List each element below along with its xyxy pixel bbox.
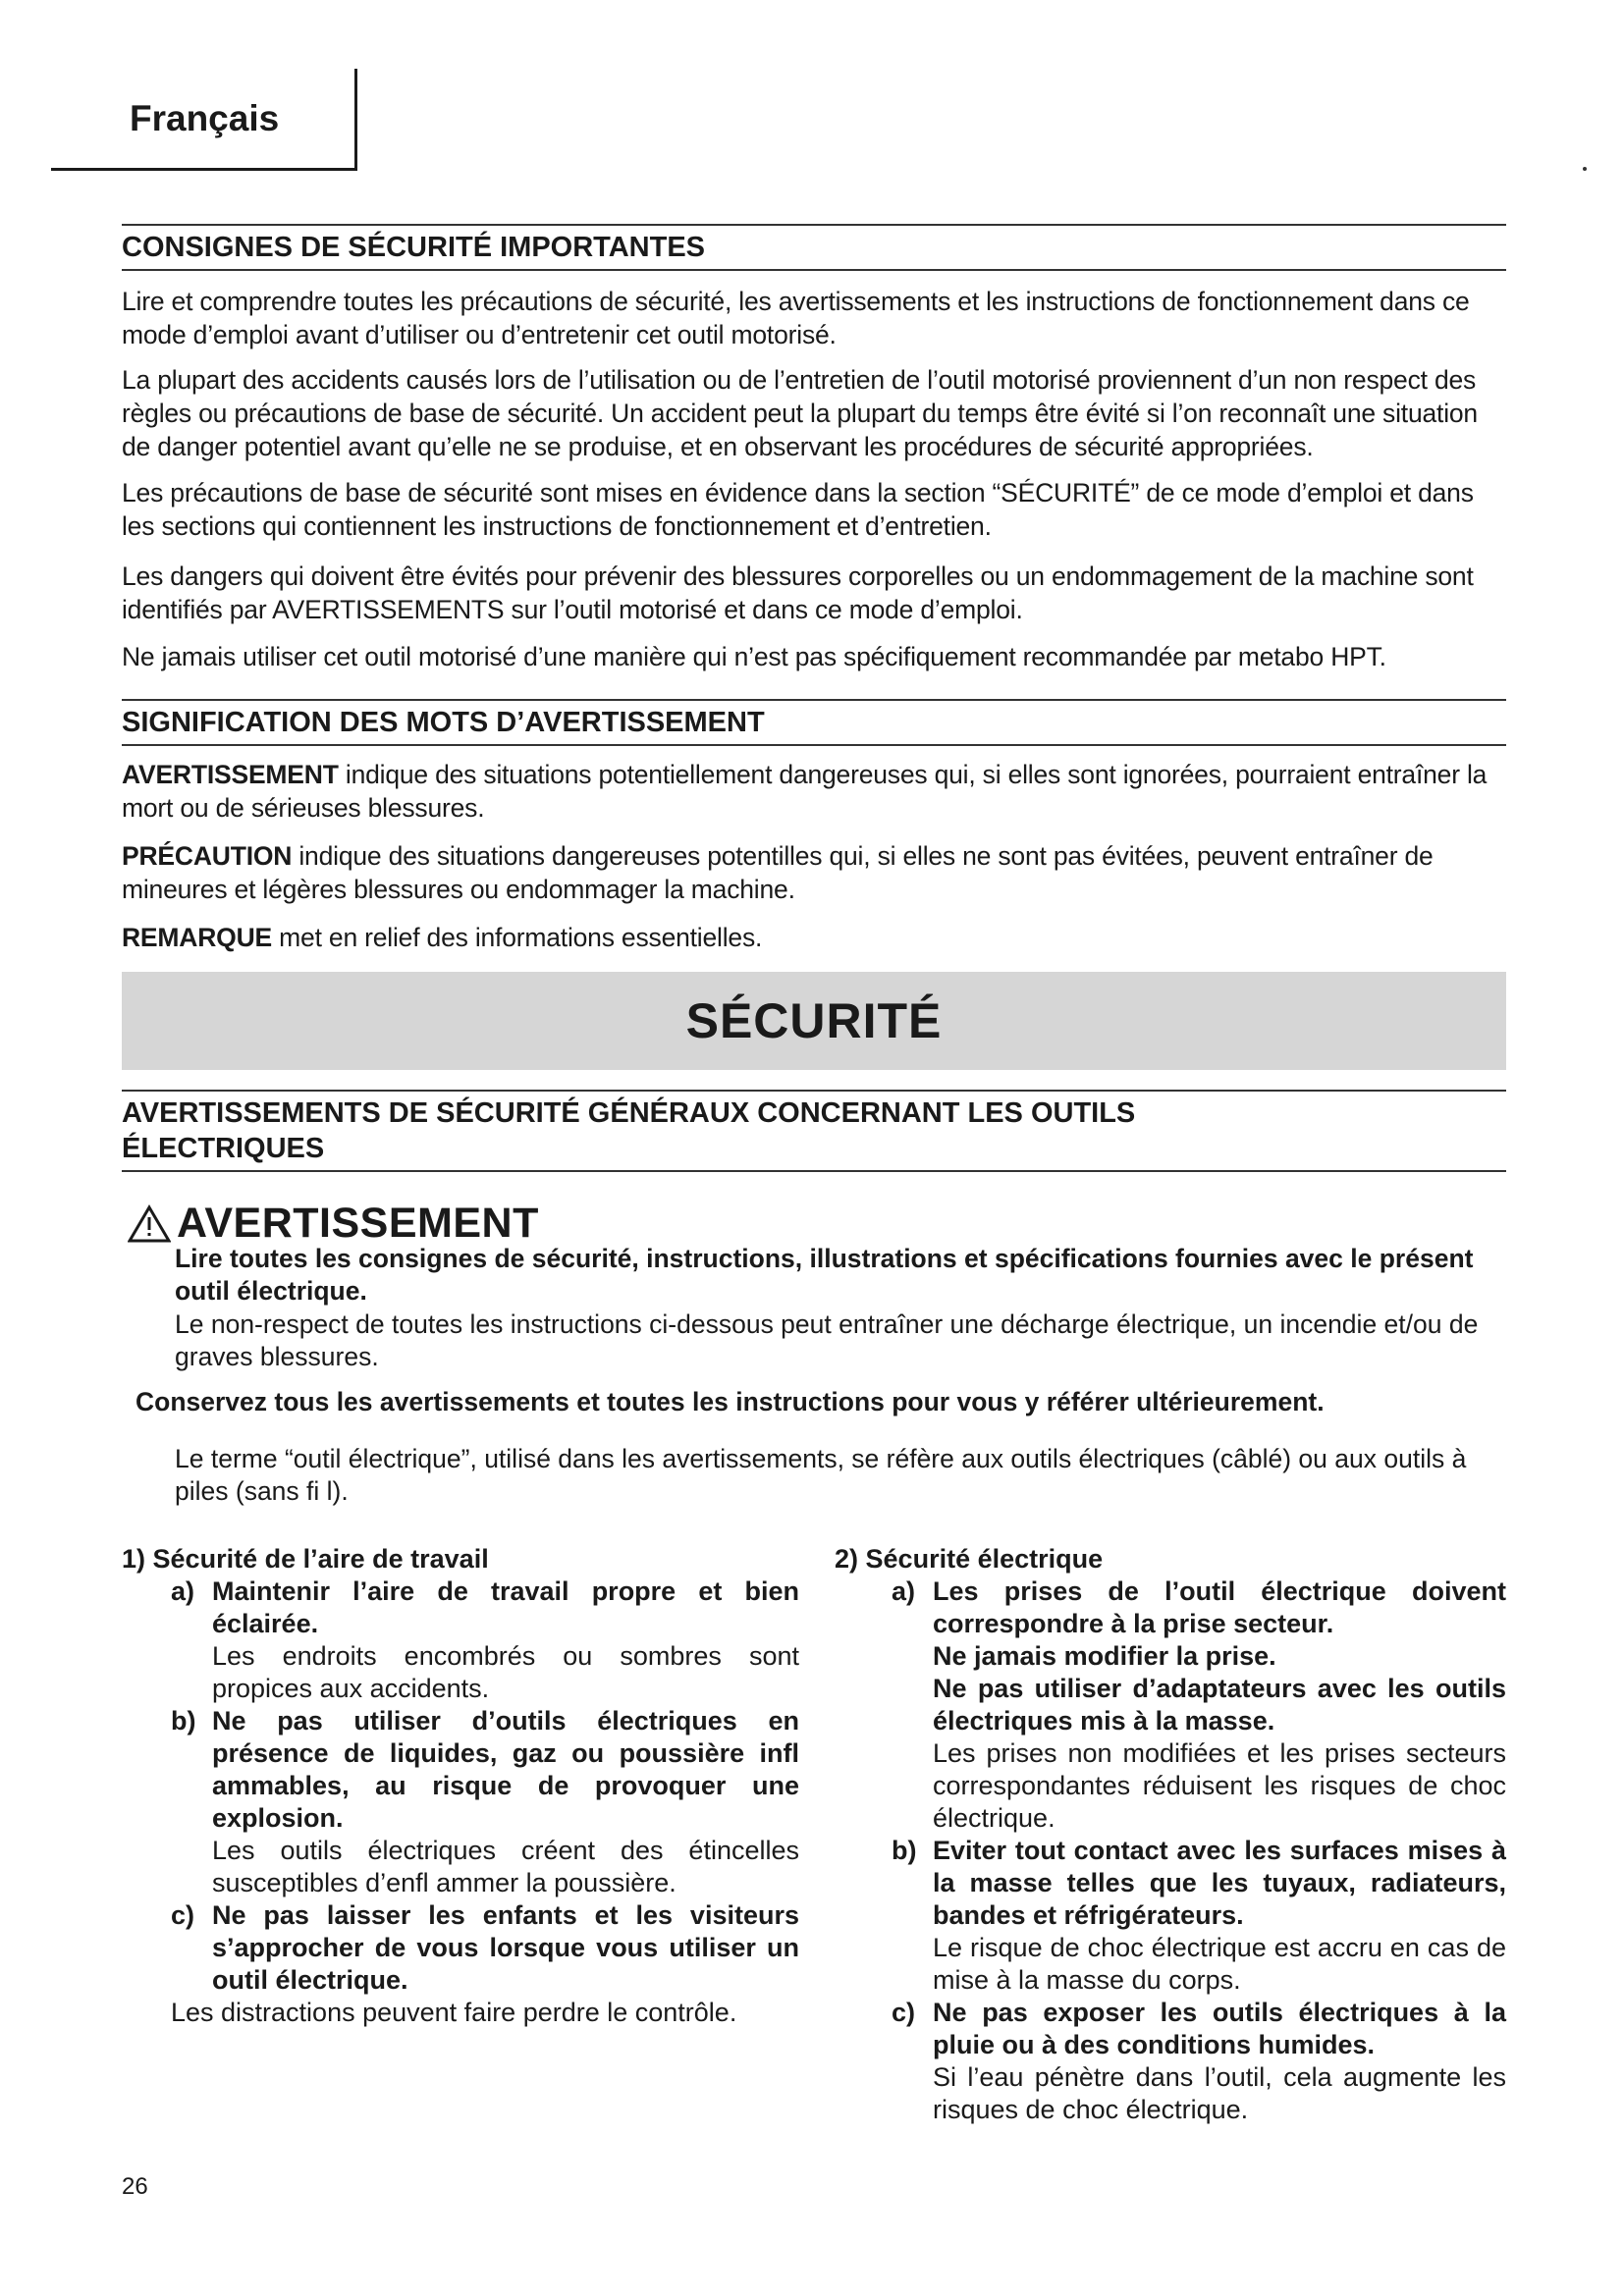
electrical-safety-title: 2) Sécurité électrique (835, 1544, 1104, 1574)
warning-title: AVERTISSEMENT (177, 1200, 539, 1247)
paragraph-1: Lire et comprendre toutes les précautions de sécurité, les avertissements et les instructions de fonctionnement dans ce mode d’emploi avant d’utiliser ou d’entretenir cet outil motorisé. (122, 287, 1470, 349)
heading-important-safety: CONSIGNES DE SÉCURITÉ IMPORTANTES (122, 224, 1506, 271)
definition-precaution: PRÉCAUTION indique des situations dangereuses potentilles qui, si elles ne sont pas évitées, peuvent entraîner de mineures et légères blessures ou endommager la machine. (122, 841, 1434, 904)
page-number: 26 (122, 2173, 148, 2200)
warning-title-row (128, 1200, 539, 1248)
definition-avertissement: AVERTISSEMENT indique des situations potentiellement dangereuses qui, si elles sont ignorées, pourraient entraîner la mort ou de sérieuses blessures. (122, 760, 1488, 823)
warning-text: Le non-respect de toutes les instructions ci-dessous peut entraîner une décharge électrique, un incendie et/ou de graves blessures. (175, 1309, 1479, 1371)
right-column (835, 1543, 1506, 2126)
heading-warning-words: SIGNIFICATION DES MOTS D’AVERTISSEMENT (122, 699, 1506, 746)
warning-triangle-icon (128, 1204, 171, 1244)
work-area-title: 1) Sécurité de l’aire de travail (122, 1544, 489, 1574)
warning-bold-text: Lire toutes les consignes de sécurité, instructions, illustrations et spécifications fournies avec le présent outil électrique. (175, 1244, 1474, 1306)
left-item-b: b) Ne pas utiliser d’outils électriques en présence de liquides, gaz ou poussière infl ammables, au risque de provoquer une explosion. Les outils électriques créent des étincelles susceptibles d’enfl ammer la poussière. (171, 1706, 799, 1897)
banner-title: SÉCURITÉ (685, 993, 943, 1048)
left-item-c-desc: Les distractions peuvent faire perdre le contrôle. (171, 1998, 737, 2027)
language-label: Français (130, 98, 280, 138)
left-column (122, 1543, 799, 2029)
left-item-a: a) Maintenir l’aire de travail propre et bien éclairée. Les endroits encombrés ou sombres sont propices aux accidents. (171, 1576, 799, 1703)
paragraph-5: Ne jamais utiliser cet outil motorisé d’une manière qui n’est pas spécifiquement recommandée par metabo HPT. (122, 642, 1386, 671)
stray-dot (1583, 167, 1587, 171)
right-item-b: b) Eviter tout contact avec les surfaces mises à la masse telles que les tuyaux, radiateurs, bandes et réfrigérateurs. Le risque de choc électrique est accru en cas de mise à la masse du corps. (892, 1836, 1506, 1995)
heading-general-warnings: AVERTISSEMENTS DE SÉCURITÉ GÉNÉRAUX CONCERNANT LES OUTILS ÉLECTRIQUES (122, 1090, 1506, 1172)
paragraph-4: Les dangers qui doivent être évités pour prévenir des blessures corporelles ou un endommagement de la machine sont identifiés par AVERTISSEMENTS sur l’outil motorisé et dans ce mode d’emploi. (122, 561, 1474, 624)
power-tool-definition: Le terme “outil électrique”, utilisé dans les avertissements, se réfère aux outils électriques (câblé) ou aux outils à piles (sans fi l). (175, 1444, 1467, 1506)
safety-banner (122, 972, 1506, 1070)
paragraph-2: La plupart des accidents causés lors de l’utilisation ou de l’entretien de l’outil motorisé proviennent d’un non respect des règles ou précautions de base de sécurité. Un accident peut la plupart du temps être évité si l’on reconnaît une situation de danger potentiel avant qu’elle ne se produise, et en observant les procédures de sécurité appropriées. (122, 365, 1478, 461)
definition-remarque: REMARQUE met en relief des informations essentielles. (122, 923, 763, 952)
keep-instructions-notice: Conservez tous les avertissements et toutes les instructions pour vous y référer ultérieurement. (135, 1387, 1325, 1416)
language-tab (51, 69, 357, 171)
left-item-c: c) Ne pas laisser les enfants et les visiteurs s’approcher de vous lorsque vous utiliser un outil électrique. (171, 1900, 799, 1995)
right-item-a: a) Les prises de l’outil électrique doivent correspondre à la prise secteur. Ne jamais modifier la prise. Ne pas utiliser d’adaptateurs avec les outils électriques mis à la masse. Les prises non modifiées et les prises secteurs correspondantes réduisent les risques de choc électrique. (892, 1576, 1506, 1833)
paragraph-3: Les précautions de base de sécurité sont mises en évidence dans la section “SÉCURITÉ” de ce mode d’emploi et dans les sections qui contiennent les instructions de fonctionnement et d’entretien. (122, 478, 1474, 541)
right-item-c: c) Ne pas exposer les outils électriques à la pluie ou à des conditions humides. Si l’eau pénètre dans l’outil, cela augmente les risques de choc électrique. (892, 1998, 1506, 2124)
